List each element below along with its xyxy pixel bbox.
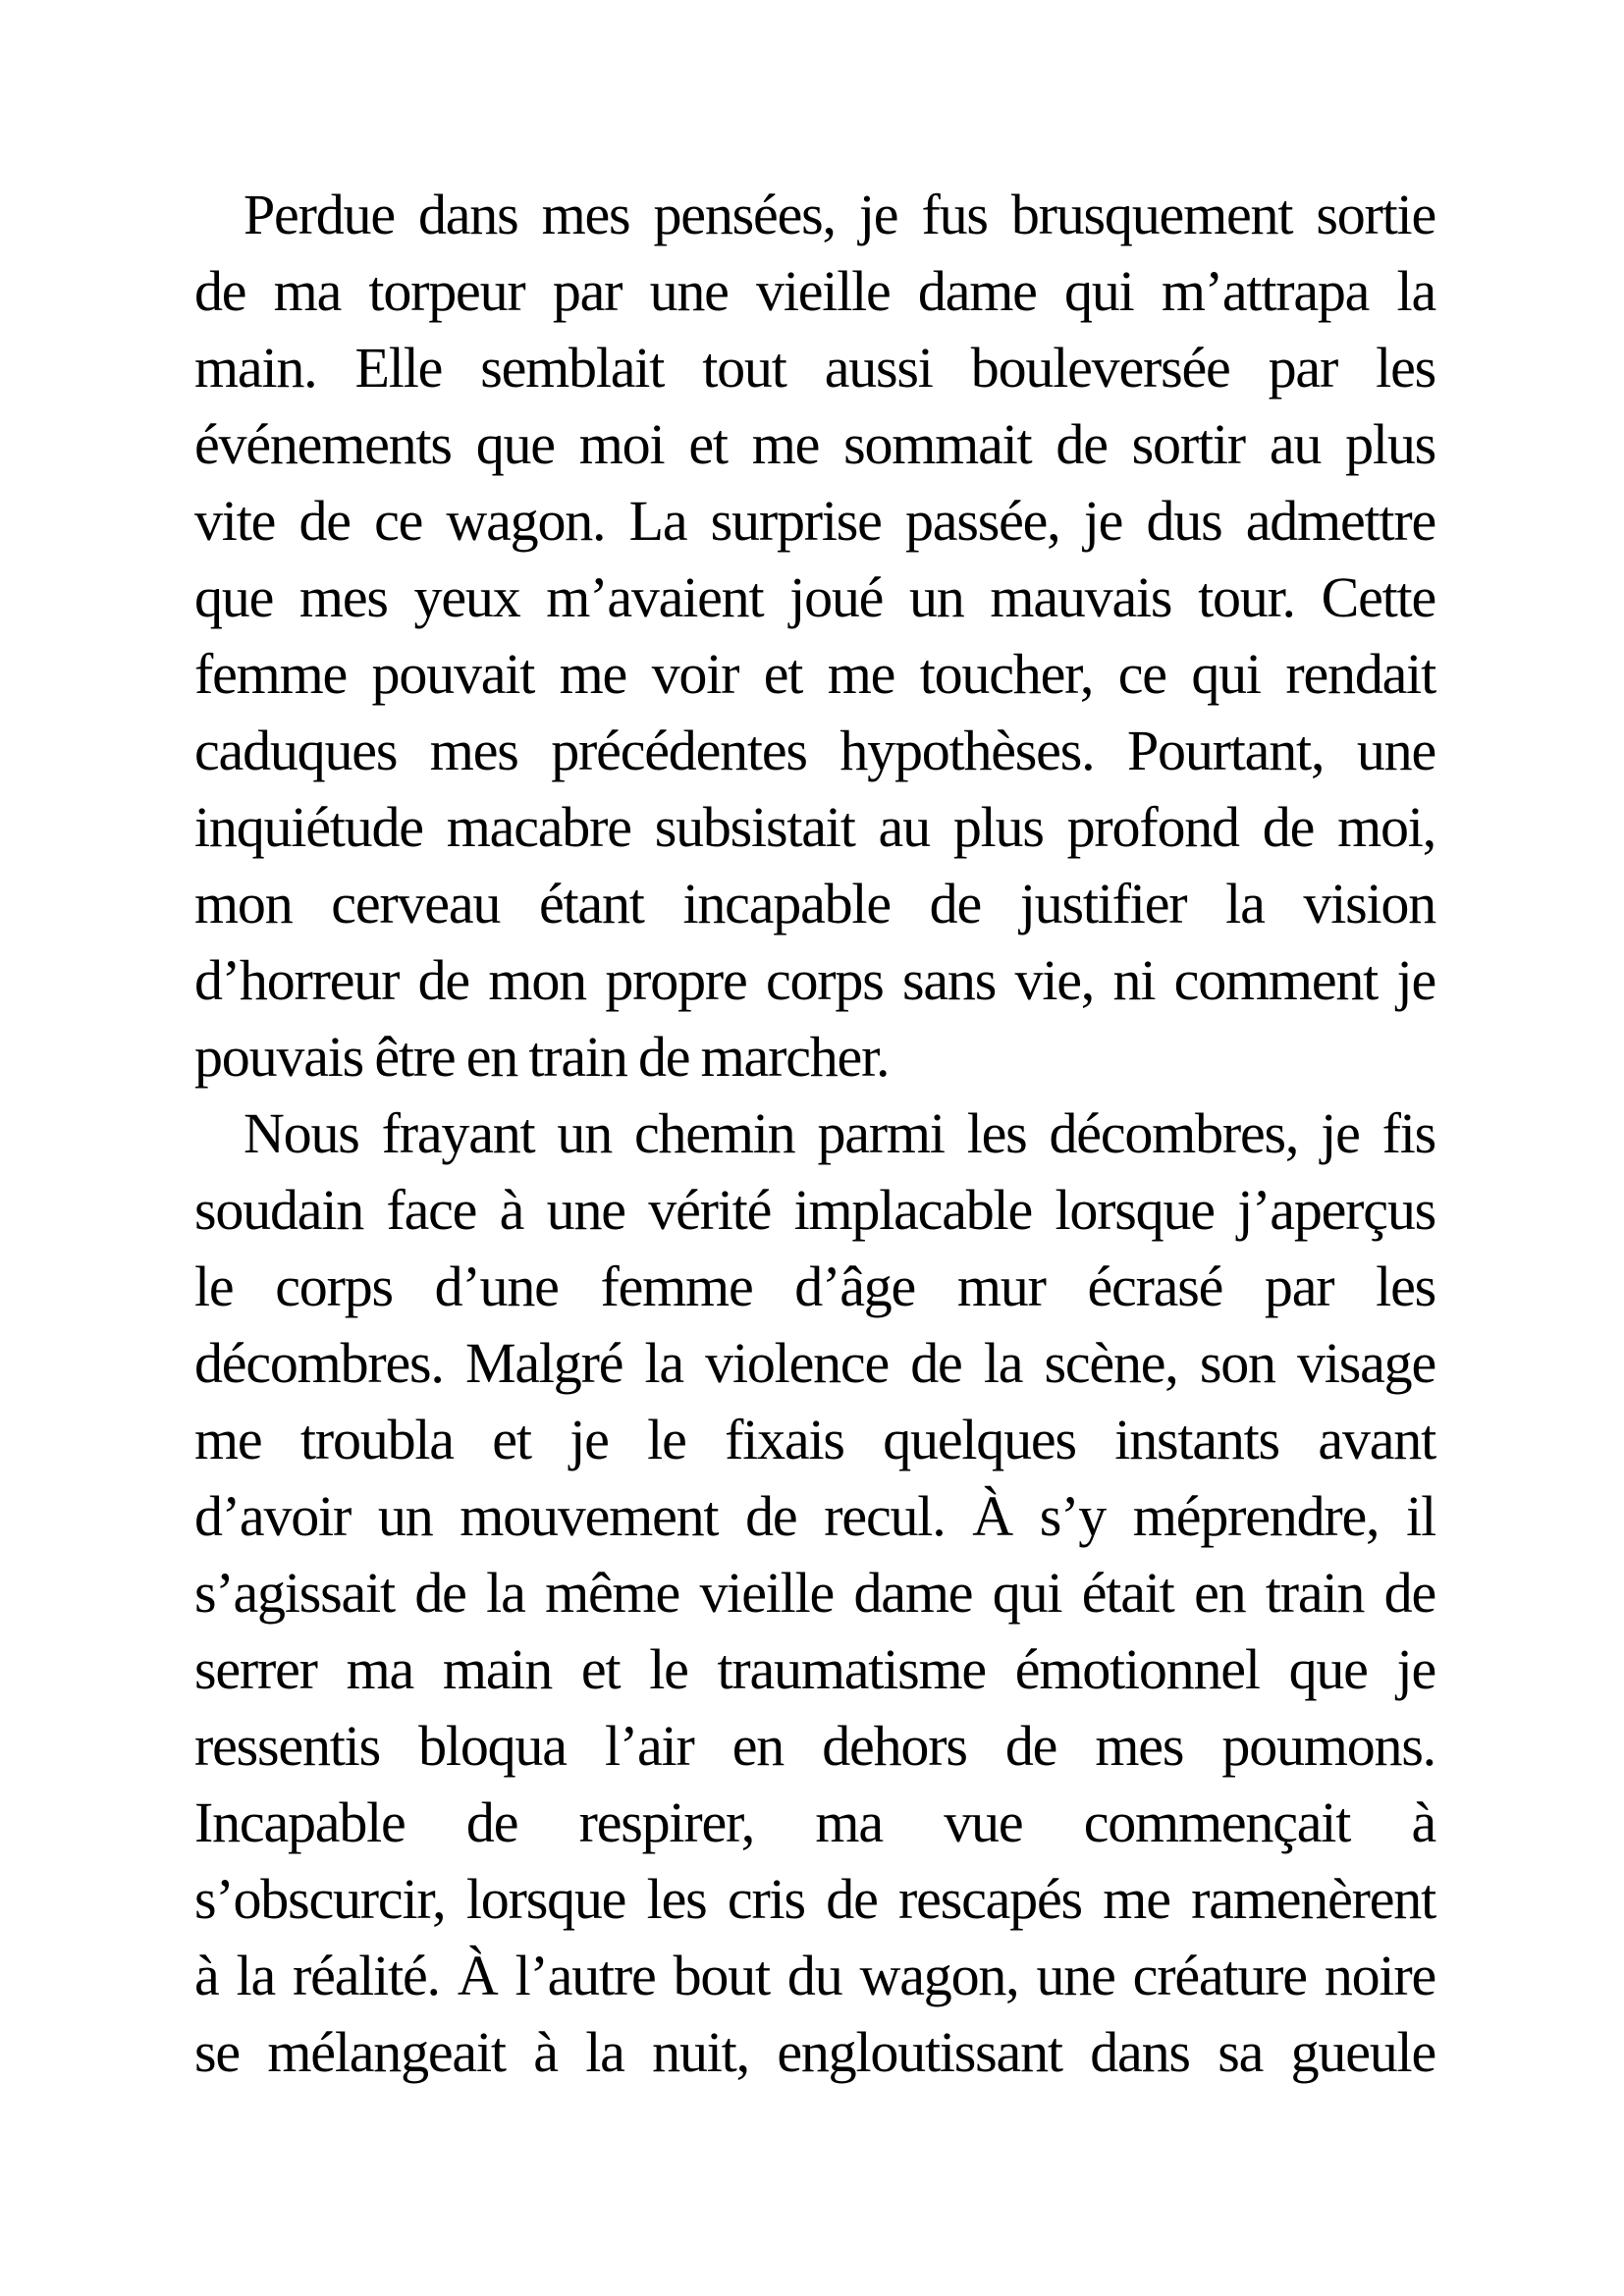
text-line-content: caduques mes précédentes hypothèses. Pourtant, une bbox=[194, 719, 1435, 782]
text-line bbox=[194, 483, 1435, 560]
paragraph bbox=[194, 177, 1435, 1095]
text-line-content: ressentis bloqua l’air en dehors de mes poumons. bbox=[194, 1714, 1435, 1778]
text-line-content: s’agissait de la même vieille dame qui était en train de bbox=[194, 1561, 1435, 1625]
text-line-content: le corps d’une femme d’âge mur écrasé par les bbox=[194, 1255, 1435, 1318]
text-line bbox=[194, 942, 1435, 1019]
text-line-content: vite de ce wagon. La surprise passée, je dus admettre bbox=[194, 489, 1435, 553]
text-line-content: soudain face à une vérité implacable lorsque j’aperçus bbox=[194, 1178, 1435, 1242]
text-line bbox=[194, 560, 1435, 636]
text-line-content: à la réalité. À l’autre bout du wagon, une créature noire bbox=[194, 1944, 1435, 2007]
text-line-content: d’horreur de mon propre corps sans vie, ni comment je bbox=[194, 948, 1435, 1012]
text-line-content: Incapable de respirer, ma vue commençait à bbox=[194, 1790, 1435, 1854]
text-line bbox=[194, 1861, 1435, 1938]
text-line-content: me troubla et je le fixais quelques instants avant bbox=[194, 1408, 1435, 1471]
text-line-content: que mes yeux m’avaient joué un mauvais tour. Cette bbox=[194, 565, 1435, 629]
text-line bbox=[194, 1095, 1435, 1172]
text-line bbox=[194, 1402, 1435, 1478]
text-line-content: main. Elle semblait tout aussi bouleversée par les bbox=[194, 336, 1435, 400]
text-line bbox=[194, 789, 1435, 866]
text-line-content: s’obscurcir, lorsque les cris de rescapés me ramenèrent bbox=[194, 1867, 1435, 1931]
paragraph bbox=[194, 1095, 1435, 2091]
text-line bbox=[194, 1172, 1435, 1249]
text-line bbox=[194, 1631, 1435, 1708]
text-line-content: Nous frayant un chemin parmi les décombres, je fis bbox=[244, 1101, 1435, 1165]
text-line-content: inquiétude macabre subsistait au plus profond de moi, bbox=[194, 795, 1435, 859]
text-line bbox=[194, 406, 1435, 483]
text-line bbox=[194, 1325, 1435, 1402]
text-line bbox=[194, 636, 1435, 713]
text-line bbox=[194, 1249, 1435, 1325]
text-line-content: pouvais être en train de marcher. bbox=[194, 1025, 890, 1089]
text-line-content: se mélangeait à la nuit, engloutissant dans sa gueule bbox=[194, 2020, 1435, 2084]
text-line-content: d’avoir un mouvement de recul. À s’y méprendre, il bbox=[194, 1484, 1435, 1548]
text-line-content: événements que moi et me sommait de sortir au plus bbox=[194, 412, 1435, 476]
text-line bbox=[194, 330, 1435, 406]
text-line-content: mon cerveau étant incapable de justifier la vision bbox=[194, 872, 1435, 935]
text-line-content: décombres. Malgré la violence de la scène, son visage bbox=[194, 1331, 1435, 1395]
text-line bbox=[194, 1785, 1435, 1861]
text-line bbox=[194, 253, 1435, 330]
text-line bbox=[194, 1555, 1435, 1631]
text-line-content: de ma torpeur par une vieille dame qui m’attrapa la bbox=[194, 259, 1435, 323]
text-line bbox=[194, 713, 1435, 789]
text-line bbox=[194, 2014, 1435, 2091]
text-line bbox=[194, 1478, 1435, 1555]
body-text bbox=[194, 177, 1435, 2091]
text-line-content: serrer ma main et le traumatisme émotionnel que je bbox=[194, 1637, 1435, 1701]
text-line bbox=[194, 866, 1435, 942]
text-line bbox=[194, 1708, 1435, 1785]
text-line bbox=[194, 177, 1435, 253]
text-line-content: Perdue dans mes pensées, je fus brusquement sortie bbox=[244, 183, 1435, 246]
text-line bbox=[194, 1938, 1435, 2014]
text-line-content: femme pouvait me voir et me toucher, ce qui rendait bbox=[194, 642, 1435, 706]
text-line bbox=[194, 1019, 1435, 1095]
